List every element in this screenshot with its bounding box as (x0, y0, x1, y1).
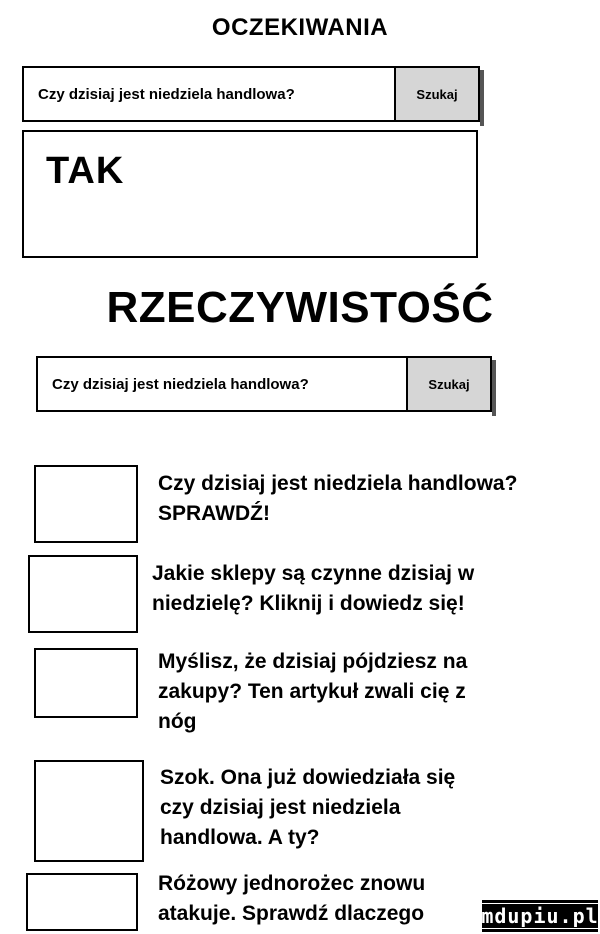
search-input[interactable]: Czy dzisiaj jest niedziela handlowa? (38, 85, 295, 103)
search-input[interactable]: Czy dzisiaj jest niedziela handlowa? (52, 375, 309, 393)
answer-text: TAK (46, 150, 125, 192)
result-link[interactable]: Myślisz, że dzisiaj pójdziesz na zakupy? Ten artykuł zwali cię z nóg (158, 650, 468, 733)
search-button[interactable]: Szukaj (394, 68, 478, 120)
search-bar-expectations (22, 66, 480, 122)
expectations-heading: OCZEKIWANIA (211, 14, 389, 41)
result-thumbnail[interactable] (34, 465, 138, 543)
result-link[interactable]: Czy dzisiaj jest niedziela handlowa? SPRAWDŹ! (158, 472, 518, 525)
watermark-text: mdupiu.pl (476, 903, 600, 929)
search-button[interactable]: Szukaj (406, 358, 490, 410)
result-thumbnail[interactable] (34, 648, 138, 718)
reality-heading: RZECZYWISTOŚĆ (106, 283, 494, 332)
result-thumbnail[interactable] (34, 760, 144, 862)
result-link[interactable]: Różowy jednorożec znowu atakuje. Sprawdź dlaczego (158, 872, 426, 925)
result-thumbnail[interactable] (26, 873, 138, 931)
result-link[interactable]: Szok. Ona już dowiedziała się czy dzisiaj jest niedziela handlowa. A ty? (160, 766, 456, 849)
result-link[interactable]: Jakie sklepy są czynne dzisiaj w niedzielę? Kliknij i dowiedz się! (152, 562, 475, 615)
result-thumbnail[interactable] (28, 555, 138, 633)
search-bar-reality (36, 356, 492, 412)
answer-box (22, 130, 478, 258)
site-watermark (482, 900, 598, 932)
